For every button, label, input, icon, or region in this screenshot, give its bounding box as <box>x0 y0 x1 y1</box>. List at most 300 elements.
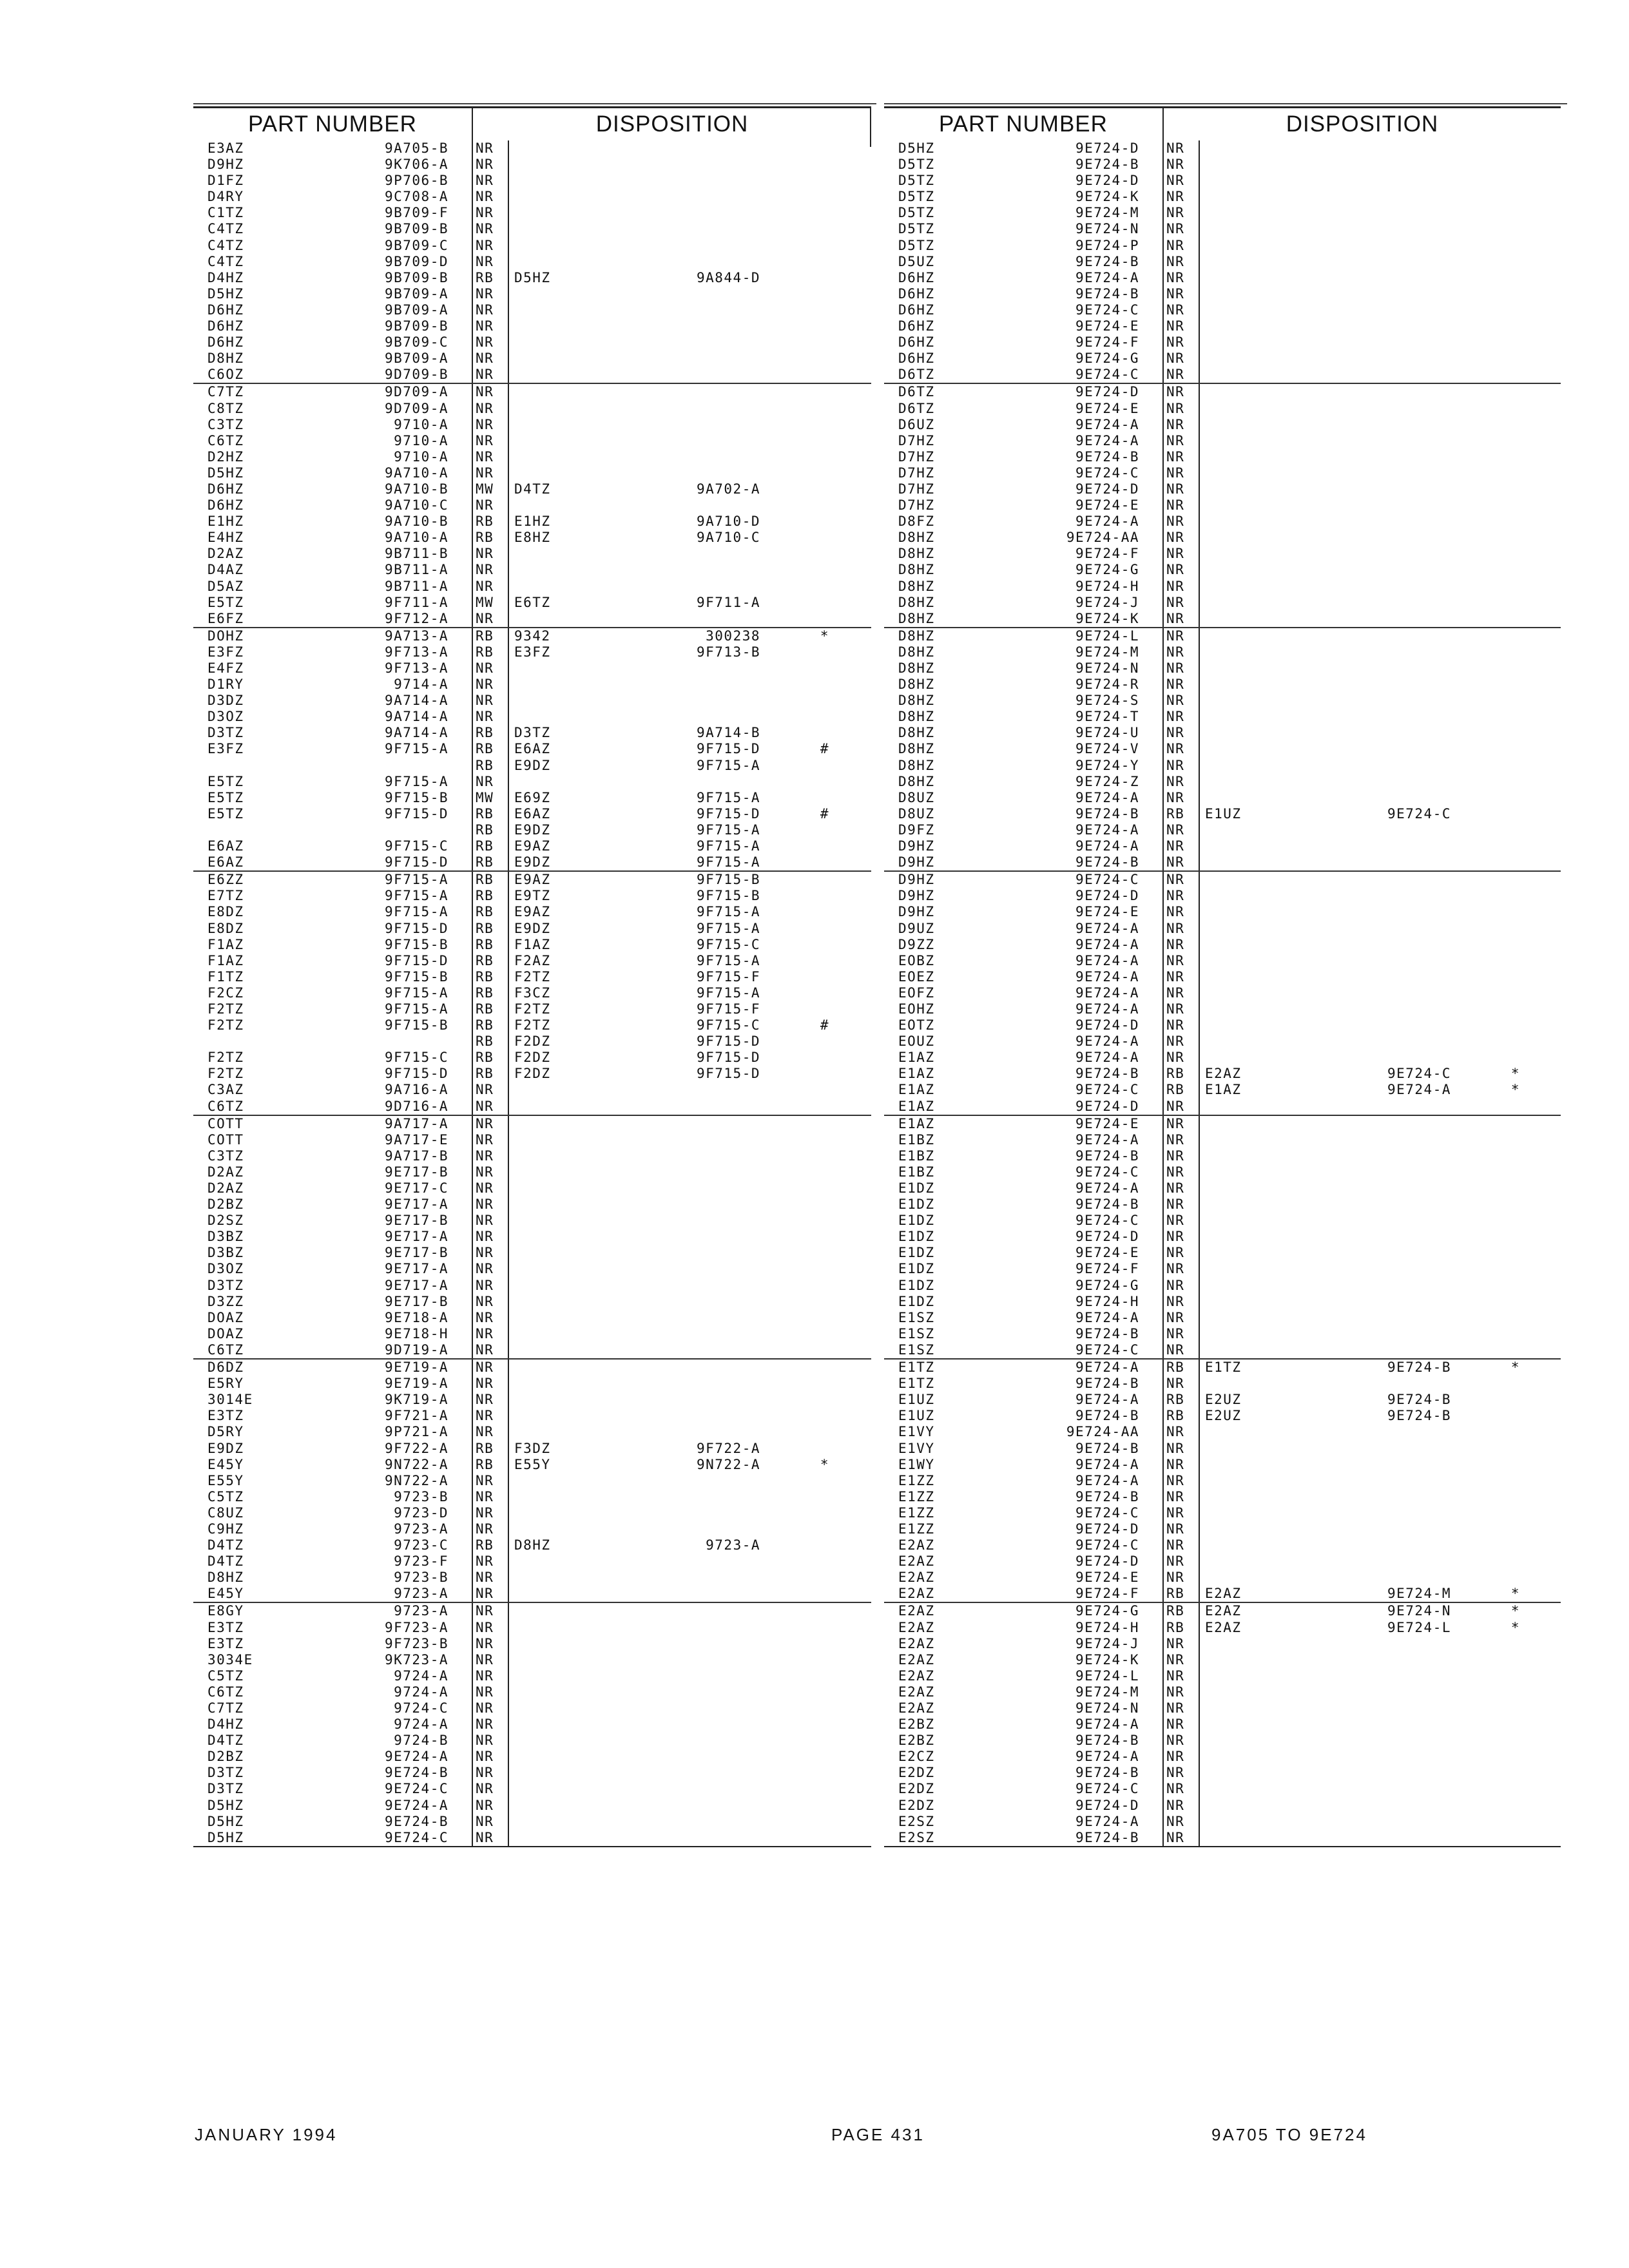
disposition-code: NR <box>476 302 494 318</box>
part-prefix: DOHZ <box>207 628 244 644</box>
part-prefix: E1BZ <box>898 1148 935 1164</box>
part-base: 9B709-C <box>384 334 448 351</box>
table-row <box>193 383 871 400</box>
table-row <box>193 1392 871 1408</box>
table-row <box>193 1326 871 1342</box>
disposition-code: NR <box>1166 1456 1185 1472</box>
note-mark: * <box>1510 1082 1521 1098</box>
table-row <box>884 530 1561 546</box>
table-row <box>884 741 1561 757</box>
replacement-base: 9F715-A <box>696 789 760 805</box>
part-base: 9B709-A <box>384 285 448 302</box>
part-base: 9E724-M <box>1075 644 1139 660</box>
disposition-code: RB <box>1166 1066 1185 1082</box>
part-base: 9E724-S <box>1075 693 1139 709</box>
replacement-base: 9F715-A <box>696 838 760 854</box>
part-prefix: C3AZ <box>207 1082 244 1098</box>
part-base: 9A710-B <box>384 514 448 530</box>
part-prefix: E1HZ <box>207 514 244 530</box>
replacement-base: 9E724-C <box>1387 805 1451 822</box>
table-row <box>884 481 1561 497</box>
table-row <box>193 270 871 286</box>
table-row <box>193 1781 871 1797</box>
part-base: 9E724-B <box>1075 448 1139 465</box>
disposition-code: NR <box>1166 968 1185 985</box>
disposition-code: NR <box>476 578 494 594</box>
table-row <box>193 611 871 627</box>
part-prefix: D8HZ <box>207 1570 244 1586</box>
part-base: 9E724-G <box>1075 1603 1139 1619</box>
part-base: 9F715-B <box>384 789 448 805</box>
table-row <box>193 1066 871 1082</box>
replacement-base: 9F715-F <box>696 968 760 985</box>
part-number-header: PART NUMBER <box>939 111 1108 137</box>
table-body <box>884 140 1561 1847</box>
table-row <box>884 157 1561 173</box>
part-prefix: D6UZ <box>898 416 935 432</box>
part-prefix: E5TZ <box>207 594 244 610</box>
part-base: 9E719-A <box>384 1360 448 1376</box>
part-prefix: E5TZ <box>207 805 244 822</box>
part-base: 9E724-A <box>1075 985 1139 1001</box>
part-base: 9E724-E <box>1075 400 1139 416</box>
table-row <box>193 1441 871 1457</box>
part-base: 9E724-A <box>1075 838 1139 854</box>
table-row <box>193 1636 871 1652</box>
disposition-code: RB <box>476 805 494 822</box>
disposition-code: RB <box>1166 1408 1185 1424</box>
disposition-code: NR <box>1166 367 1185 383</box>
table-row <box>884 888 1561 904</box>
part-base: 9E724-D <box>1075 1098 1139 1114</box>
disposition-code: RB <box>476 1066 494 1082</box>
part-prefix: F1AZ <box>207 936 244 952</box>
part-prefix: EOUZ <box>898 1033 935 1050</box>
table-row <box>884 627 1561 644</box>
part-base: 9E724-C <box>1075 1504 1139 1521</box>
part-prefix: E3AZ <box>207 140 244 156</box>
part-base: 9E724-B <box>384 1765 448 1781</box>
replacement-base: 9723-A <box>706 1537 760 1553</box>
disposition-code: NR <box>1166 854 1185 870</box>
part-base: 9B709-B <box>384 221 448 237</box>
disposition-code: NR <box>476 237 494 253</box>
table-row <box>884 1310 1561 1326</box>
table-row <box>884 822 1561 838</box>
replacement-prefix: E6TZ <box>514 594 551 610</box>
replacement-base: 9F715-B <box>696 888 760 904</box>
part-prefix: E8GY <box>207 1603 244 1619</box>
part-prefix: D8HZ <box>898 709 935 725</box>
part-base: 9E724-A <box>1075 952 1139 968</box>
part-base: 9E724-D <box>1075 140 1139 156</box>
disposition-code: NR <box>476 1749 494 1765</box>
part-base: 9A714-A <box>384 693 448 709</box>
disposition-code: RB <box>476 1440 494 1456</box>
part-base: 9E724-K <box>1075 1651 1139 1667</box>
part-base: 9724-A <box>394 1684 448 1700</box>
replacement-prefix: E2AZ <box>1205 1066 1242 1082</box>
part-prefix: DOAZ <box>207 1325 244 1341</box>
table-row <box>193 140 871 157</box>
part-prefix: E45Y <box>207 1586 244 1602</box>
part-prefix: D2AZ <box>207 1180 244 1196</box>
disposition-code: NR <box>476 173 494 189</box>
part-base: 9E724-F <box>1075 546 1139 562</box>
table-row <box>193 660 871 677</box>
part-prefix: E3TZ <box>207 1408 244 1424</box>
disposition-code: NR <box>1166 1716 1185 1733</box>
table-row <box>193 173 871 189</box>
part-base: 9E724-B <box>1075 1765 1139 1781</box>
disposition-code: NR <box>476 1700 494 1716</box>
disposition-code: RB <box>476 1456 494 1472</box>
part-base: 9E724-B <box>1075 1488 1139 1504</box>
part-prefix: E6AZ <box>207 854 244 870</box>
part-prefix: C4TZ <box>207 253 244 269</box>
part-base: 9E724-A <box>1075 1392 1139 1408</box>
part-base: 9E724-B <box>1075 253 1139 269</box>
part-prefix: D7HZ <box>898 465 935 481</box>
part-prefix: F2CZ <box>207 985 244 1001</box>
part-base: 9E724-A <box>1075 822 1139 838</box>
disposition-code: NR <box>476 367 494 383</box>
table-row <box>884 709 1561 725</box>
part-prefix: D6HZ <box>207 481 244 497</box>
part-base: 9B711-A <box>384 578 448 594</box>
table-row <box>884 562 1561 578</box>
part-prefix: F2TZ <box>207 1001 244 1017</box>
disposition-code: NR <box>1166 334 1185 351</box>
part-prefix: E1AZ <box>898 1066 935 1082</box>
part-prefix: E2SZ <box>898 1829 935 1845</box>
part-prefix: D5TZ <box>898 205 935 221</box>
part-prefix: D5HZ <box>207 1797 244 1813</box>
replacement-prefix: E9DZ <box>514 757 551 773</box>
disposition-code: NR <box>1166 1309 1185 1325</box>
table-row <box>193 774 871 790</box>
table-row <box>193 1213 871 1229</box>
disposition-code: NR <box>476 1392 494 1408</box>
replacement-prefix: E2UZ <box>1205 1408 1242 1424</box>
part-prefix: D6DZ <box>207 1360 244 1376</box>
disposition-code: RB <box>476 822 494 838</box>
part-base: 9E724-AA <box>1066 530 1139 546</box>
disposition-code: NR <box>476 1196 494 1213</box>
part-base: 9E724-A <box>1075 1050 1139 1066</box>
table-row <box>884 254 1561 270</box>
part-prefix: E1BZ <box>898 1164 935 1180</box>
part-base: 9A713-A <box>384 628 448 644</box>
part-base: 9E717-A <box>384 1196 448 1213</box>
disposition-code: NR <box>1166 1472 1185 1488</box>
disposition-code: NR <box>1166 1440 1185 1456</box>
part-base: 9D719-A <box>384 1341 448 1358</box>
part-base: 9B709-B <box>384 318 448 334</box>
table-row <box>884 595 1561 611</box>
part-base: 9723-A <box>394 1521 448 1537</box>
disposition-code: NR <box>476 1651 494 1667</box>
part-prefix: D8HZ <box>898 644 935 660</box>
disposition-code: NR <box>1166 302 1185 318</box>
disposition-code: NR <box>1166 985 1185 1001</box>
part-base: 9E724-D <box>1075 1553 1139 1570</box>
table-row <box>884 1553 1561 1570</box>
part-base: 9E724-E <box>1075 1570 1139 1586</box>
part-base: 9E724-T <box>1075 709 1139 725</box>
part-base: 9E717-B <box>384 1164 448 1180</box>
part-prefix: E1AZ <box>898 1098 935 1114</box>
part-base: 9A717-E <box>384 1131 448 1148</box>
table-row <box>193 1148 871 1164</box>
table-row <box>884 1050 1561 1066</box>
part-base: 9710-A <box>394 432 448 448</box>
part-prefix: D9HZ <box>207 157 244 173</box>
part-base: 9E724-A <box>1075 432 1139 448</box>
part-prefix: D6HZ <box>207 334 244 351</box>
replacement-prefix: F2TZ <box>514 1017 551 1033</box>
part-base: 9E724-C <box>1075 1781 1139 1797</box>
part-prefix: E1AZ <box>898 1115 935 1131</box>
table-body <box>193 140 871 1847</box>
part-base: 9E724-H <box>1075 1293 1139 1309</box>
part-base: 9E724-A <box>1075 1033 1139 1050</box>
footer-part-range: 9A705 TO 9E724 <box>1211 2125 1367 2144</box>
part-prefix: D2AZ <box>207 546 244 562</box>
table-row <box>193 709 871 725</box>
disposition-code: NR <box>1166 285 1185 302</box>
replacement-base: 9E724-C <box>1387 1066 1451 1082</box>
part-prefix: E2AZ <box>898 1651 935 1667</box>
part-base: 9A710-A <box>384 465 448 481</box>
replacement-base: 9F715-A <box>696 952 760 968</box>
table-row <box>193 1245 871 1261</box>
part-prefix: D2BZ <box>207 1196 244 1213</box>
disposition-code: NR <box>1166 157 1185 173</box>
table-row <box>884 953 1561 969</box>
replacement-prefix: E1HZ <box>514 514 551 530</box>
part-prefix: E9DZ <box>207 1440 244 1456</box>
part-base: 9724-B <box>394 1733 448 1749</box>
table-row <box>193 1050 871 1066</box>
part-prefix: D5TZ <box>898 173 935 189</box>
table-row <box>193 806 871 822</box>
disposition-code: RB <box>476 968 494 985</box>
disposition-code: NR <box>1166 1213 1185 1229</box>
part-prefix: D8HZ <box>207 351 244 367</box>
part-base: 9E717-B <box>384 1293 448 1309</box>
disposition-code: NR <box>1166 822 1185 838</box>
part-base: 9F715-B <box>384 1017 448 1033</box>
disposition-code: NR <box>476 1325 494 1341</box>
replacement-prefix: E9DZ <box>514 920 551 936</box>
part-base: 9F721-A <box>384 1408 448 1424</box>
replacement-prefix: D4TZ <box>514 481 551 497</box>
part-prefix: C4TZ <box>207 221 244 237</box>
disposition-code: NR <box>476 1553 494 1570</box>
replacement-base: 9F715-F <box>696 1001 760 1017</box>
part-base: 9E717-A <box>384 1277 448 1293</box>
disposition-code: NR <box>1166 514 1185 530</box>
part-prefix: D9HZ <box>898 838 935 854</box>
part-prefix: E1SZ <box>898 1325 935 1341</box>
part-prefix: E2SZ <box>898 1813 935 1829</box>
disposition-code: NR <box>1166 741 1185 757</box>
part-base: 9E724-L <box>1075 1667 1139 1684</box>
table-row <box>193 953 871 969</box>
part-prefix: D8HZ <box>898 610 935 626</box>
part-base: 9E724-A <box>1075 1472 1139 1488</box>
replacement-base: 9F715-A <box>696 904 760 920</box>
disposition-code: NR <box>1166 221 1185 237</box>
disposition-code: NR <box>1166 1341 1185 1358</box>
disposition-code: NR <box>476 1098 494 1114</box>
table-row <box>884 1115 1561 1132</box>
disposition-code: NR <box>476 1341 494 1358</box>
part-prefix: D8HZ <box>898 530 935 546</box>
disposition-code: RB <box>476 1537 494 1553</box>
table-row <box>193 417 871 433</box>
table-row <box>193 302 871 318</box>
disposition-code: NR <box>476 562 494 578</box>
replacement-base: 9E724-A <box>1387 1082 1451 1098</box>
disposition-code: NR <box>1166 173 1185 189</box>
disposition-code: NR <box>1166 594 1185 610</box>
replacement-base: 9F715-A <box>696 854 760 870</box>
table-row <box>193 1537 871 1553</box>
disposition-code: NR <box>1166 693 1185 709</box>
part-prefix: D6HZ <box>898 302 935 318</box>
replacement-prefix: E8HZ <box>514 530 551 546</box>
part-base: 9E724-E <box>1075 904 1139 920</box>
part-base: 9E724-A <box>1075 789 1139 805</box>
part-prefix: E2AZ <box>898 1635 935 1651</box>
disposition-code: NR <box>1166 1521 1185 1537</box>
disposition-code: RB <box>476 904 494 920</box>
disposition-code: NR <box>476 1131 494 1148</box>
disposition-code: NR <box>476 497 494 514</box>
part-base: 9E724-Z <box>1075 773 1139 789</box>
table-row <box>193 1261 871 1277</box>
part-base: 9724-A <box>394 1716 448 1733</box>
disposition-code: NR <box>476 1488 494 1504</box>
part-base: 9F715-A <box>384 985 448 1001</box>
part-base: 9E724-V <box>1075 741 1139 757</box>
table-row <box>884 1700 1561 1716</box>
table-row <box>884 1716 1561 1733</box>
table-row <box>884 286 1561 302</box>
disposition-code: NR <box>476 1586 494 1602</box>
part-prefix: E2AZ <box>898 1570 935 1586</box>
disposition-code: NR <box>476 432 494 448</box>
replacement-prefix: F3CZ <box>514 985 551 1001</box>
table-row <box>884 1392 1561 1408</box>
part-base: 9E724-N <box>1075 221 1139 237</box>
disposition-code: NR <box>476 1293 494 1309</box>
replacement-base: 9E724-M <box>1387 1586 1451 1602</box>
table-row <box>884 985 1561 1001</box>
part-prefix: C7TZ <box>207 384 244 400</box>
part-base: 9F715-A <box>384 888 448 904</box>
part-prefix: E2AZ <box>898 1700 935 1716</box>
part-base: 9A710-C <box>384 497 448 514</box>
part-base: 9B709-A <box>384 351 448 367</box>
table-row <box>193 1017 871 1033</box>
part-prefix: COTT <box>207 1131 244 1148</box>
table-row <box>193 579 871 595</box>
disposition-code: NR <box>1166 1115 1185 1131</box>
table-row <box>884 1001 1561 1017</box>
disposition-code: RB <box>476 644 494 660</box>
table-row <box>193 1652 871 1668</box>
table-row <box>884 1196 1561 1213</box>
replacement-base: 9N722-A <box>696 1456 760 1472</box>
part-prefix: D7HZ <box>898 432 935 448</box>
part-prefix: E6ZZ <box>207 872 244 888</box>
table-row <box>884 367 1561 383</box>
table-row <box>884 173 1561 189</box>
disposition-code: NR <box>476 1684 494 1700</box>
part-prefix: E8DZ <box>207 920 244 936</box>
table-row <box>884 870 1561 888</box>
table-row <box>193 1570 871 1586</box>
table-row <box>884 1326 1561 1342</box>
part-prefix: D4RY <box>207 189 244 205</box>
disposition-code: NR <box>1166 562 1185 578</box>
table-row <box>193 888 871 904</box>
part-base: 9E724-D <box>1075 888 1139 904</box>
part-base: 9E724-B <box>1075 1148 1139 1164</box>
part-base: 9E724-D <box>1075 384 1139 400</box>
table-row <box>193 1733 871 1749</box>
disposition-code: NR <box>1166 1570 1185 1586</box>
part-prefix: D9FZ <box>898 822 935 838</box>
part-base: 9E724-A <box>1075 416 1139 432</box>
part-base: 9F715-B <box>384 936 448 952</box>
part-prefix: E5TZ <box>207 789 244 805</box>
disposition-code: NR <box>1166 1813 1185 1829</box>
part-prefix: D3ZZ <box>207 1293 244 1309</box>
part-prefix: D6HZ <box>207 302 244 318</box>
part-prefix: D4HZ <box>207 269 244 285</box>
part-base: 9723-D <box>394 1504 448 1521</box>
disposition-code: NR <box>1166 838 1185 854</box>
part-base: 9F722-A <box>384 1440 448 1456</box>
disposition-code: NR <box>476 773 494 789</box>
disposition-code: NR <box>476 1213 494 1229</box>
table-row <box>884 725 1561 741</box>
part-prefix: E1SZ <box>898 1309 935 1325</box>
disposition-code: NR <box>476 709 494 725</box>
part-base: 9P721-A <box>384 1424 448 1440</box>
part-base: 9E724-H <box>1075 1619 1139 1635</box>
part-prefix: D2AZ <box>207 1164 244 1180</box>
table-row <box>884 546 1561 562</box>
table-row <box>193 497 871 514</box>
part-prefix: D8HZ <box>898 693 935 709</box>
note-mark: # <box>820 1017 830 1033</box>
disposition-code: NR <box>476 1521 494 1537</box>
part-base: 9A716-A <box>384 1082 448 1098</box>
note-mark: * <box>1510 1066 1521 1082</box>
part-prefix: C5TZ <box>207 1488 244 1504</box>
part-prefix: E2DZ <box>898 1781 935 1797</box>
table-row <box>884 1245 1561 1261</box>
replacement-prefix: E9TZ <box>514 888 551 904</box>
disposition-code: NR <box>476 1115 494 1131</box>
part-prefix: D9HZ <box>898 872 935 888</box>
table-row <box>884 693 1561 709</box>
